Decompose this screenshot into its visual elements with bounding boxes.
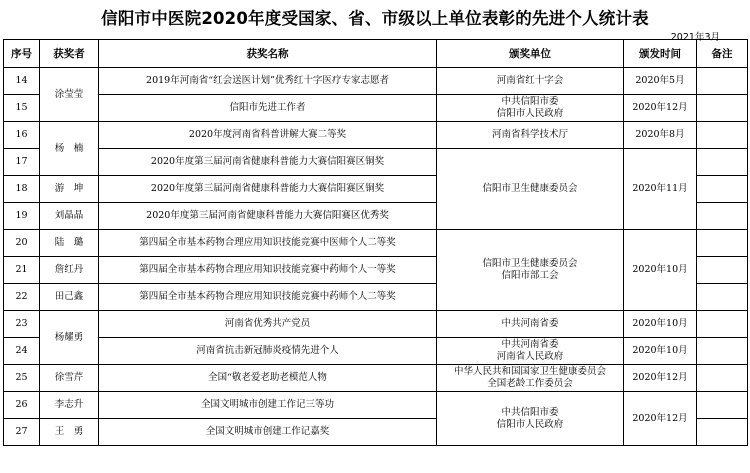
issuer: 河南省科学技术厅 [437, 122, 624, 149]
award-name: 2020年度第三届河南省健康科普能力大赛信阳赛区铜奖 [99, 176, 437, 203]
remarks-cell [697, 419, 748, 446]
issuer [437, 338, 624, 365]
table-header [4, 40, 748, 68]
award-name: 第四届全市基本药物合理应用知识技能竞赛中药师个人二等奖 [99, 284, 437, 311]
issuer [437, 230, 624, 311]
winner-name: 陆 璐 [40, 230, 99, 257]
issuer-line: 中共信阳市委 [501, 406, 559, 418]
header-award: 获奖名称 [99, 40, 437, 68]
award-name: 河南省抗击新冠肺炎疫情先进个人 [99, 338, 437, 365]
table-row [4, 122, 748, 149]
award-name: 全国文明城市创建工作记嘉奖 [99, 419, 437, 446]
header-winner: 获奖者 [40, 40, 99, 68]
remarks-cell [697, 176, 748, 203]
remarks-cell [697, 311, 748, 338]
table-row [4, 95, 748, 122]
remarks-cell [697, 68, 748, 95]
remarks-cell [697, 284, 748, 311]
issuer-line: 河南省人民政府 [496, 351, 564, 362]
issue-date: 2020年10月 [624, 338, 697, 365]
row-seq: 15 [4, 95, 40, 122]
award-name: 2019年河南省“红会送医计划”优秀红十字医疗专家志愿者 [99, 68, 437, 95]
row-seq: 22 [4, 284, 40, 311]
issue-date: 2020年10月 [624, 230, 697, 311]
issuer: 信阳市卫生健康委员会 [437, 149, 624, 230]
issue-date: 2020年10月 [624, 311, 697, 338]
award-name: 信阳市先进工作者 [99, 95, 437, 122]
issue-date: 2020年12月 [624, 392, 697, 446]
award-name: 第四届全市基本药物合理应用知识技能竞赛中药师个人一等奖 [99, 257, 437, 284]
issuer: 中共河南省委 [437, 311, 624, 338]
issue-date: 2020年12月 [624, 95, 697, 122]
winner-name: 徐雪芹 [40, 365, 99, 392]
winner-name: 涂莹莹 [40, 68, 99, 122]
issuer: 河南省红十字会 [437, 68, 624, 95]
row-seq: 25 [4, 365, 40, 392]
remarks-cell [697, 392, 748, 419]
table-row [4, 149, 748, 176]
issue-date: 2020年12月 [624, 365, 697, 392]
issue-date: 2020年8月 [624, 122, 697, 149]
table-row [4, 230, 748, 257]
winner-name: 王 勇 [40, 419, 99, 446]
winner-name: 田己鑫 [40, 284, 99, 311]
award-name: 全国文明城市创建工作记三等功 [99, 392, 437, 419]
issuer-line: 信阳市人民政府 [496, 108, 564, 119]
award-table [3, 39, 748, 446]
issue-date: 2020年5月 [624, 68, 697, 95]
winner-name: 杨 楠 [40, 122, 99, 176]
winner-name: 杨耀勇 [40, 311, 99, 365]
page-title: 信阳市中医院2020年度受国家、省、市级以上单位表彰的先进个人统计表 [101, 9, 649, 28]
table-row [4, 311, 748, 338]
row-seq: 18 [4, 176, 40, 203]
issuer-line: 信阳市人民政府 [496, 418, 564, 430]
remarks-cell [697, 365, 748, 392]
issuer-line: 信阳市卫生健康委员会 [482, 258, 578, 269]
remarks-cell [697, 149, 748, 176]
issuer [437, 365, 624, 392]
issuer-line: 信阳市部工会 [501, 270, 559, 281]
row-seq: 20 [4, 230, 40, 257]
winner-name: 李志升 [40, 392, 99, 419]
row-seq: 26 [4, 392, 40, 419]
table-row [4, 392, 748, 419]
table-row [4, 68, 748, 95]
remarks-cell [697, 257, 748, 284]
row-seq: 23 [4, 311, 40, 338]
remarks-cell [697, 122, 748, 149]
award-name: 全国“敬老爱老助老模范人物 [99, 365, 437, 392]
report-date: 2021年3月 [670, 32, 720, 43]
row-seq: 16 [4, 122, 40, 149]
header-seq: 序号 [4, 40, 40, 68]
issuer-line: 中华人民共和国国家卫生健康委员会 [453, 366, 606, 377]
header-issuer: 颁奖单位 [437, 40, 624, 68]
award-name: 第四届全市基本药物合理应用知识技能竞赛中医师个人二等奖 [99, 230, 437, 257]
issuer-line: 中共信阳市委 [501, 96, 559, 107]
row-seq: 14 [4, 68, 40, 95]
row-seq: 17 [4, 149, 40, 176]
row-seq: 27 [4, 419, 40, 446]
winner-name: 刘晶晶 [40, 203, 99, 230]
award-name: 河南省优秀共产党员 [99, 311, 437, 338]
remarks-cell [697, 338, 748, 365]
row-seq: 19 [4, 203, 40, 230]
issuer [437, 392, 624, 446]
issuer-line: 全国老龄工作委员会 [487, 378, 573, 389]
table-row [4, 365, 748, 392]
award-name: 2020年度第三届河南省健康科普能力大赛信阳赛区铜奖 [99, 149, 437, 176]
winner-name: 詹红丹 [40, 257, 99, 284]
remarks-cell [697, 95, 748, 122]
issuer-line: 中共河南省委 [501, 339, 559, 350]
remarks-cell [697, 230, 748, 257]
header-issue-date: 颁发时间 [624, 40, 697, 68]
header-remarks: 备注 [697, 40, 748, 68]
row-seq: 21 [4, 257, 40, 284]
award-name: 2020年度河南省科普讲解大赛二等奖 [99, 122, 437, 149]
row-seq: 24 [4, 338, 40, 365]
issue-date: 2020年11月 [624, 149, 697, 230]
remarks-cell [697, 203, 748, 230]
winner-name: 游 坤 [40, 176, 99, 203]
issuer [437, 95, 624, 122]
table-row [4, 338, 748, 365]
award-name: 2020年度第三届河南省健康科普能力大赛信阳赛区优秀奖 [99, 203, 437, 230]
